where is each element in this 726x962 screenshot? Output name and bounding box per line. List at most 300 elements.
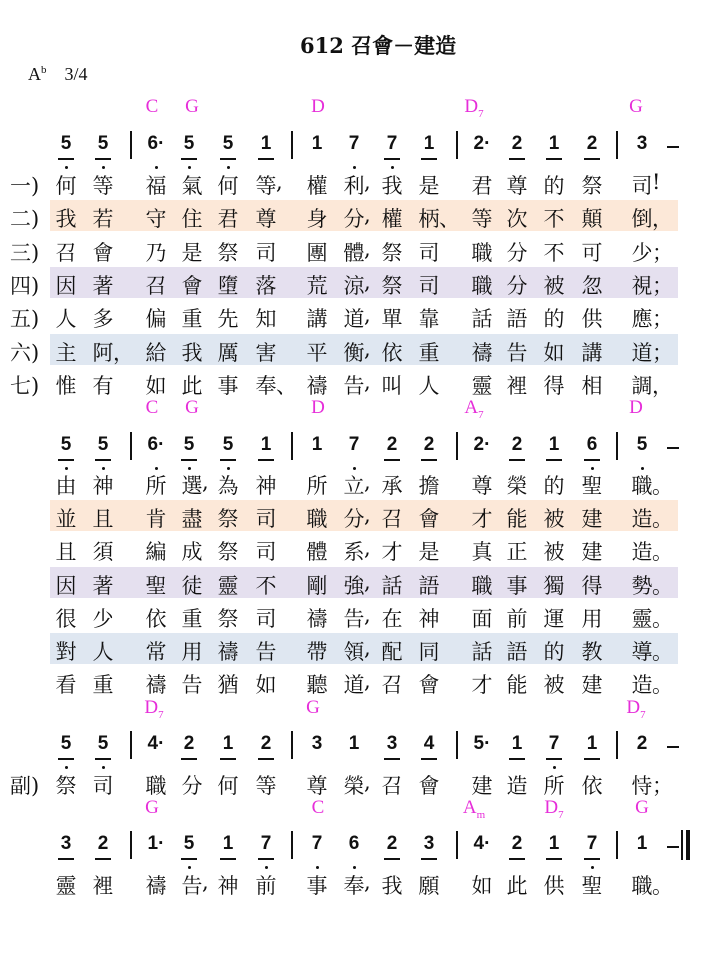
lyric-character: 召 <box>145 273 167 298</box>
lyric-character: 相 <box>581 373 603 398</box>
eighth-underline <box>584 858 600 860</box>
note-digit: 2 <box>183 733 195 754</box>
lyric-character: 如 <box>255 673 277 698</box>
chord-root: G <box>306 697 320 718</box>
final-barline-thin <box>681 830 683 860</box>
low-octave-dot <box>188 166 191 169</box>
lyric-character: 人 <box>55 307 77 332</box>
lyric-character: 選 <box>181 474 203 498</box>
chord-root: D <box>144 697 159 718</box>
eighth-underline <box>181 858 197 860</box>
lyric-character: 被 <box>543 540 565 565</box>
note-numeral <box>336 434 372 470</box>
low-octave-dot <box>227 166 230 169</box>
barline <box>456 131 458 159</box>
note-digit: 2 <box>586 133 598 154</box>
lyric-character: 不 <box>543 240 565 265</box>
note-digit: 2 <box>423 434 435 455</box>
eighth-underline <box>258 758 274 760</box>
note-digit: 1 <box>636 833 648 854</box>
eighth-underline <box>509 158 525 160</box>
eighth-underline <box>384 858 400 860</box>
eighth-underline <box>421 858 437 860</box>
eighth-underline <box>95 158 111 160</box>
lyric-character: 用 <box>181 640 203 664</box>
note-digit: 2 <box>97 833 109 854</box>
lyric-character: 告 <box>255 640 277 664</box>
lyric-character: 是 <box>418 540 440 565</box>
note-numeral <box>171 434 207 470</box>
lyric-character: 職 <box>306 507 328 532</box>
note-numeral <box>574 434 610 470</box>
verse-number: 六) <box>10 340 40 365</box>
lyric-character: 被 <box>543 673 565 698</box>
note-digit: 7 <box>548 733 560 754</box>
lyric-character: 神 <box>92 474 114 498</box>
lyric-character: 領 <box>343 640 365 664</box>
lyric-character: 帶 <box>306 640 328 664</box>
eighth-underline <box>220 858 236 860</box>
lyric-character: 道 <box>631 340 653 365</box>
lyric-character: 次 <box>506 207 528 232</box>
eighth-underline <box>181 158 197 160</box>
eighth-underline <box>384 758 400 760</box>
lyric-character: 氣 <box>181 174 203 198</box>
chord-root: A <box>462 797 477 818</box>
lyric-character: 禱 <box>217 640 239 664</box>
lyric-character: 君 <box>471 174 493 198</box>
barline <box>616 432 618 460</box>
eighth-underline <box>181 758 197 760</box>
eighth-underline <box>509 459 525 461</box>
lyric-punctuation: 。 <box>652 640 673 664</box>
lyric-character: 應 <box>631 307 653 332</box>
lyric-punctuation: 。 <box>652 573 673 598</box>
lyric-character: 成 <box>181 540 203 565</box>
lyric-character: 顛 <box>581 207 603 232</box>
lyric-character: 涼 <box>343 273 365 298</box>
lyric-character: 會 <box>418 673 440 698</box>
sustain-dash <box>667 746 679 748</box>
lyric-character: 話 <box>471 640 493 664</box>
lyric-character: 擔 <box>418 474 440 498</box>
lyric-character: 人 <box>418 373 440 398</box>
note-numeral <box>411 833 447 869</box>
lyric-character: 少 <box>631 240 653 265</box>
lyric-character: 獨 <box>543 573 565 598</box>
eighth-underline <box>384 158 400 160</box>
note-digit: 5 <box>60 133 72 154</box>
lyric-character: 為 <box>217 474 239 498</box>
chord-symbol <box>134 96 170 118</box>
note-digit: 1 <box>222 733 234 754</box>
low-octave-dot <box>65 166 68 169</box>
lyric-character: 衡 <box>343 340 365 365</box>
note-digit: 1 <box>260 133 272 154</box>
note-numeral <box>464 133 500 169</box>
chord-symbol <box>618 697 654 721</box>
lyric-character: 司 <box>255 606 277 631</box>
lyric-character: 墮 <box>217 273 239 298</box>
eighth-underline <box>421 459 437 461</box>
low-octave-dot <box>353 866 356 869</box>
lyric-character: 願 <box>418 874 440 898</box>
lyric-character: 造 <box>631 673 653 698</box>
note-numeral <box>85 733 121 769</box>
lyric-punctuation: ； <box>652 240 673 265</box>
note-numeral <box>299 434 335 470</box>
note-numeral <box>138 733 174 769</box>
lyric-character: 猶 <box>217 673 239 698</box>
lyric-character: 有 <box>92 373 114 398</box>
note-numeral <box>624 133 660 169</box>
lyric-character: 禱 <box>306 373 328 398</box>
lyric-character: 單 <box>381 307 403 332</box>
eighth-underline <box>584 459 600 461</box>
note-digit: 2 <box>511 133 523 154</box>
note-digit: 7 <box>348 434 360 455</box>
note-digit: 6· <box>147 133 165 154</box>
note-numeral <box>499 434 535 470</box>
note-numeral <box>374 434 410 470</box>
lyric-character: 倒 <box>631 207 653 232</box>
lyric-character: 語 <box>418 573 440 598</box>
lyric-character: 知 <box>255 307 277 332</box>
note-numeral <box>248 434 284 470</box>
note-digit: 6 <box>586 434 598 455</box>
lyric-character: 職 <box>145 774 167 798</box>
note-digit: 1 <box>311 434 323 455</box>
chord-symbol <box>134 797 170 819</box>
lyric-character: 面 <box>471 606 493 631</box>
lyric-character: 如 <box>145 373 167 398</box>
verse-number: 二) <box>10 207 40 232</box>
note-digit: 1 <box>548 133 560 154</box>
lyric-character: 所 <box>306 474 328 498</box>
chord-symbol <box>456 397 492 421</box>
lyric-character: 用 <box>581 606 603 631</box>
note-numeral <box>411 733 447 769</box>
lyric-character: 人 <box>92 640 114 664</box>
note-numeral <box>411 434 447 470</box>
chord-symbol <box>174 397 210 419</box>
note-numeral <box>299 733 335 769</box>
lyric-character: 厲 <box>217 340 239 365</box>
note-digit: 2· <box>473 133 491 154</box>
lyric-character: 被 <box>543 507 565 532</box>
lyric-character: 對 <box>55 640 77 664</box>
lyric-character: 住 <box>181 207 203 232</box>
lyric-character: 靈 <box>55 874 77 898</box>
note-digit: 7 <box>586 833 598 854</box>
lyric-character: 很 <box>55 606 77 631</box>
lyric-punctuation: , <box>276 170 283 194</box>
lyric-punctuation: , <box>364 336 371 361</box>
chord-root: D <box>626 697 641 718</box>
lyric-character: 前 <box>255 874 277 898</box>
lyric-punctuation: , <box>364 669 371 694</box>
lyric-punctuation: , <box>364 303 371 328</box>
lyric-character: 肯 <box>145 507 167 532</box>
lyric-character: 神 <box>217 874 239 898</box>
lyric-character: 話 <box>471 307 493 332</box>
lyric-punctuation: 。 <box>652 874 673 898</box>
lyric-punctuation: 。 <box>652 507 673 532</box>
note-digit: 1 <box>423 133 435 154</box>
lyric-character: 講 <box>581 340 603 365</box>
note-numeral <box>48 434 84 470</box>
lyric-character: 守 <box>145 207 167 232</box>
lyric-character: 的 <box>543 174 565 198</box>
lyric-character: 神 <box>418 606 440 631</box>
chord-root: G <box>185 397 199 418</box>
note-digit: 1 <box>511 733 523 754</box>
lyric-character: 職 <box>471 573 493 598</box>
lyric-punctuation: ， <box>652 373 673 398</box>
note-numeral <box>574 133 610 169</box>
low-octave-dot <box>265 866 268 869</box>
note-digit: 1· <box>147 833 165 854</box>
note-numeral <box>248 133 284 169</box>
lyric-character: 身 <box>306 207 328 232</box>
lyric-character: 司 <box>418 273 440 298</box>
lyric-character: 事 <box>306 874 328 898</box>
note-digit: 7 <box>311 833 323 854</box>
note-digit: 7 <box>260 833 272 854</box>
lyric-punctuation: 。 <box>652 540 673 565</box>
eighth-underline <box>95 758 111 760</box>
chord-symbol <box>136 697 172 721</box>
eighth-underline <box>95 858 111 860</box>
eighth-underline <box>58 158 74 160</box>
eighth-underline <box>220 758 236 760</box>
lyric-character: 道 <box>343 307 365 332</box>
eighth-underline <box>546 459 562 461</box>
lyric-character: 團 <box>306 240 328 265</box>
lyric-character: 盡 <box>181 507 203 532</box>
lyric-punctuation: ， <box>113 340 134 365</box>
note-digit: 4· <box>147 733 165 754</box>
lyric-character: 福 <box>145 174 167 198</box>
note-numeral <box>336 733 372 769</box>
lyric-character: 道 <box>343 673 365 698</box>
note-numeral <box>374 833 410 869</box>
eighth-underline <box>258 858 274 860</box>
chord-quality: 7 <box>558 808 564 821</box>
lyric-character: 荒 <box>306 273 328 298</box>
lyric-character: 聖 <box>145 573 167 598</box>
note-numeral <box>248 833 284 869</box>
chord-symbol <box>456 96 492 120</box>
barline <box>291 432 293 460</box>
note-numeral <box>536 833 572 869</box>
sustain-dash <box>667 146 679 148</box>
chord-symbol <box>300 797 336 819</box>
eighth-underline <box>546 758 562 760</box>
sustain-dash <box>667 846 679 848</box>
barline <box>130 831 132 859</box>
lyric-character: 建 <box>581 540 603 565</box>
note-numeral <box>171 833 207 869</box>
barline <box>130 432 132 460</box>
note-numeral <box>574 733 610 769</box>
eighth-underline <box>181 459 197 461</box>
note-numeral <box>499 833 535 869</box>
chord-root: D <box>544 797 559 818</box>
lyric-character: 告 <box>181 673 203 698</box>
lyric-punctuation: 、 <box>276 373 297 398</box>
eighth-underline <box>421 758 437 760</box>
note-numeral <box>464 733 500 769</box>
chord-root: D <box>311 96 325 117</box>
lyric-character: 司 <box>631 174 653 198</box>
lyric-character: 尊 <box>255 207 277 232</box>
lyric-character: 等 <box>471 207 493 232</box>
lyric-punctuation: ， <box>652 207 673 232</box>
lyric-character: 在 <box>381 606 403 631</box>
lyric-character: 會 <box>418 507 440 532</box>
lyric-character: 召 <box>381 673 403 698</box>
barline <box>456 731 458 759</box>
lyric-character: 聖 <box>581 474 603 498</box>
lyric-character: 體 <box>306 540 328 565</box>
chord-symbol <box>295 697 331 719</box>
hymn-title: 612 召會－建造 <box>300 33 457 58</box>
lyric-character: 會 <box>418 774 440 798</box>
note-digit: 4· <box>473 833 491 854</box>
note-digit: 2 <box>636 733 648 754</box>
note-numeral <box>536 434 572 470</box>
note-digit: 1 <box>548 434 560 455</box>
barline <box>291 731 293 759</box>
eighth-underline <box>258 158 274 160</box>
lyric-punctuation: , <box>364 269 371 294</box>
lyric-character: 奉 <box>343 874 365 898</box>
lyric-character: 惟 <box>55 373 77 398</box>
chord-root: G <box>629 96 643 117</box>
note-numeral <box>499 733 535 769</box>
eighth-underline <box>95 459 111 461</box>
lyric-character: 造 <box>631 540 653 565</box>
lyric-character: 等 <box>92 174 114 198</box>
lyric-punctuation: , <box>364 602 371 627</box>
note-numeral <box>138 833 174 869</box>
note-digit: 1 <box>548 833 560 854</box>
lyric-character: 能 <box>506 507 528 532</box>
lyric-character: 事 <box>217 373 239 398</box>
lyric-character: 告 <box>343 606 365 631</box>
note-digit: 3 <box>311 733 323 754</box>
lyric-character: 尊 <box>306 774 328 798</box>
lyric-character: 奉 <box>255 373 277 398</box>
eighth-underline <box>509 758 525 760</box>
lyric-character: 分 <box>343 207 365 232</box>
lyric-character: 是 <box>181 240 203 265</box>
lyric-character: 禱 <box>145 874 167 898</box>
lyric-character: 不 <box>543 207 565 232</box>
eighth-underline <box>220 459 236 461</box>
lyric-punctuation: , <box>364 236 371 261</box>
chord-quality: 7 <box>478 107 484 120</box>
note-digit: 5 <box>183 434 195 455</box>
verse-number: 三) <box>10 240 40 265</box>
lyric-character: 召 <box>381 507 403 532</box>
lyric-punctuation: ! <box>652 170 661 194</box>
lyric-character: 才 <box>471 673 493 698</box>
lyric-character: 因 <box>55 273 77 298</box>
lyric-character: 所 <box>543 774 565 798</box>
lyric-punctuation: , <box>364 870 371 894</box>
chord-root: G <box>185 96 199 117</box>
lyric-punctuation: 。 <box>652 606 673 631</box>
eighth-underline <box>546 858 562 860</box>
note-digit: 7 <box>348 133 360 154</box>
note-digit: 1 <box>586 733 598 754</box>
note-digit: 1 <box>260 434 272 455</box>
low-octave-dot <box>155 166 158 169</box>
lyric-character: 分 <box>506 240 528 265</box>
lyric-character: 落 <box>255 273 277 298</box>
note-numeral <box>536 133 572 169</box>
lyric-character: 供 <box>543 874 565 898</box>
note-numeral <box>210 833 246 869</box>
lyric-character: 祭 <box>217 606 239 631</box>
barline <box>616 131 618 159</box>
low-octave-dot <box>316 866 319 869</box>
lyric-character: 禱 <box>471 340 493 365</box>
eighth-underline <box>584 158 600 160</box>
eighth-underline <box>421 158 437 160</box>
low-octave-dot <box>553 766 556 769</box>
lyric-character: 祭 <box>581 174 603 198</box>
lyric-character: 同 <box>418 640 440 664</box>
note-digit: 5 <box>97 133 109 154</box>
lyric-character: 調 <box>631 373 653 398</box>
lyric-character: 且 <box>92 507 114 532</box>
lyric-character: 裡 <box>506 373 528 398</box>
lyric-character: 職 <box>471 240 493 265</box>
lyric-character: 榮 <box>506 474 528 498</box>
lyric-character: 分 <box>506 273 528 298</box>
lyric-character: 忽 <box>581 273 603 298</box>
note-digit: 5 <box>183 133 195 154</box>
lyric-character: 祭 <box>381 240 403 265</box>
note-numeral <box>171 133 207 169</box>
lyric-punctuation: , <box>364 503 371 528</box>
lyric-character: 所 <box>145 474 167 498</box>
note-digit: 5 <box>222 434 234 455</box>
lyric-character: 剛 <box>306 573 328 598</box>
lyric-character: 何 <box>217 774 239 798</box>
barline <box>291 831 293 859</box>
lyric-character: 可 <box>581 240 603 265</box>
note-numeral <box>536 733 572 769</box>
low-octave-dot <box>188 866 191 869</box>
eighth-underline <box>384 459 400 461</box>
lyric-punctuation: 、 <box>439 207 460 232</box>
note-numeral <box>85 133 121 169</box>
lyric-character: 司 <box>418 240 440 265</box>
lyric-punctuation: ； <box>652 307 673 332</box>
lyric-character: 重 <box>418 340 440 365</box>
lyric-character: 榮 <box>343 774 365 798</box>
lyric-character: 恃 <box>631 774 653 798</box>
lyric-character: 司 <box>255 240 277 265</box>
lyric-character: 依 <box>581 774 603 798</box>
chord-quality: 7 <box>158 708 164 721</box>
lyric-character: 看 <box>55 673 77 698</box>
barline <box>130 131 132 159</box>
